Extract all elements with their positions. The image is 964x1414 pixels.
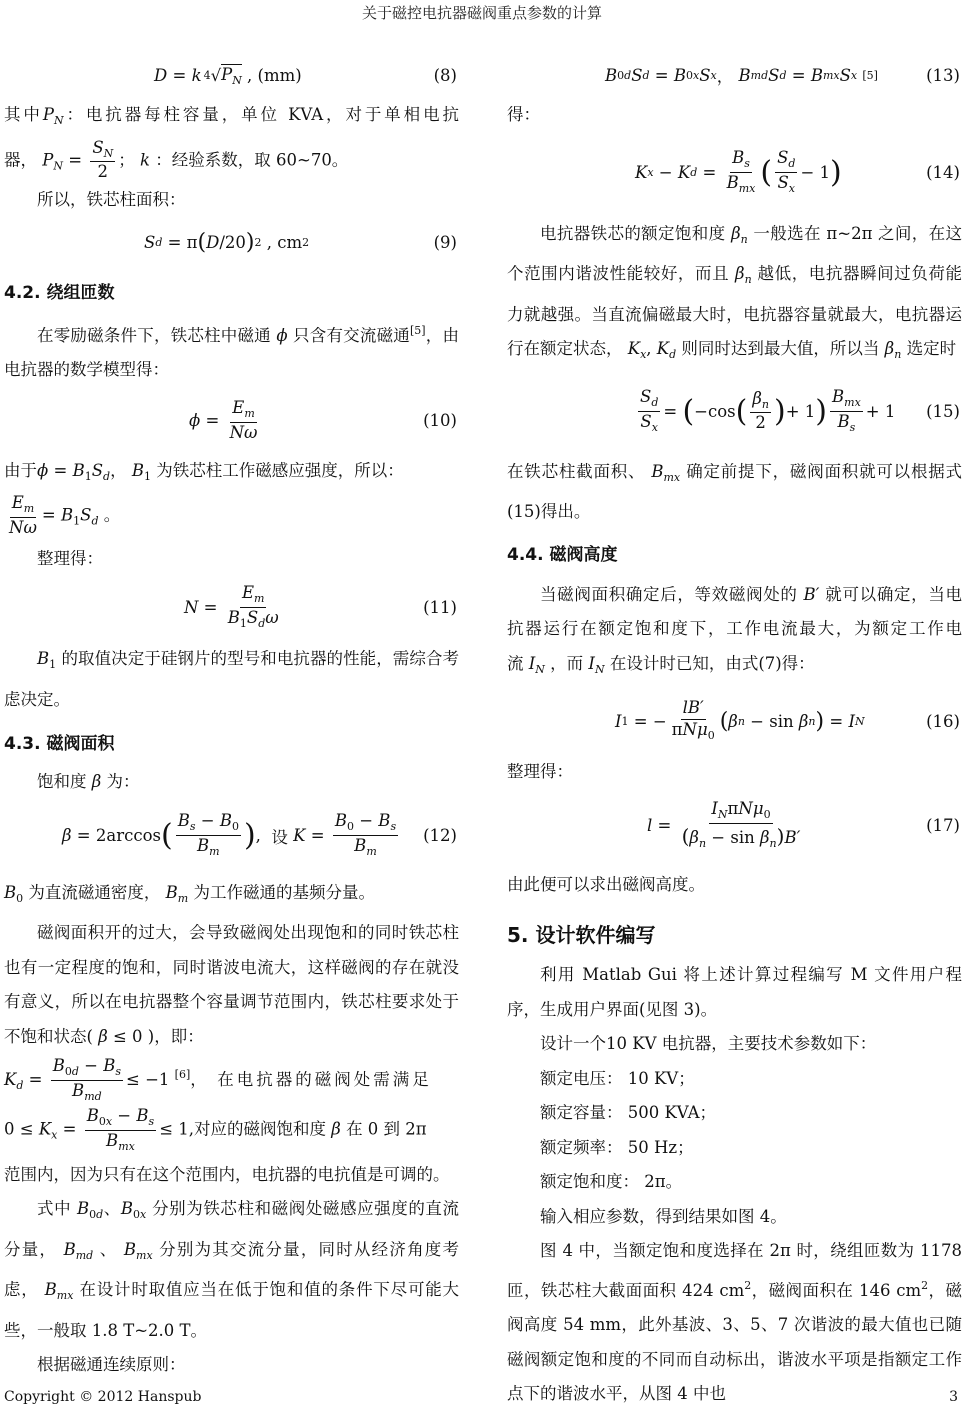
equation-15: $\frac{S_d}{S_x}$ = ( −cos ( $\frac{\beta_n}{2}$ ) + 1 ) $\frac{B_{mx}}{B_s}$ + 1 (15) — [640, 387, 960, 434]
paragraph-kd: $K_d$ = $\frac{B_{0d} - B_s}{B_{md}}$ ≤ −1 [6]， 在电抗器的磁阀处需满足 — [4, 1056, 432, 1104]
left-column — [4, 52, 459, 1383]
paragraph-after-15: 在铁芯柱截面积、 $B_{mx}$ 确定前提下，磁阀面积就可以根据式(15)得出。 — [507, 461, 963, 521]
spec-rated-frequency: 额定频率： 50 Hz； — [540, 1137, 694, 1157]
copyright-footer: Copyright © 2012 Hanspub — [4, 1389, 202, 1405]
paragraph-arrange: 整理得： — [37, 548, 103, 568]
paragraph-result: 输入相应参数，得到结果如图 4。 — [540, 1206, 787, 1226]
paragraph-where: 式中 $B_{0d}$、$B_{0x}$ 分别为铁芯柱和磁阀处磁感应强度的直流分量， $B_{md}$ 、 $B_{mx}$ 分别为其交流分量，同时从经济角度考虑， $B_{mx}$ 在设计时取值应当在低于饱和值的条件下尽可能大些，一般取 1.8 T~2.0 T。 — [4, 1199, 460, 1340]
paragraph-b1: $B_1$ 的取值决定于硅钢片的型号和电抗器的性能，需综合考虑决定。 — [4, 649, 459, 709]
equation-17: l = $\frac{I_N\pi N\mu_0}{(\beta_n - \sin \beta_n)B'}$ (17) — [647, 799, 960, 850]
paragraph-rated-saturation: 电抗器铁芯的额定饱和度 $\beta_n$ 一般选在 π~2π 之间，在这个范围内谐波性能较好，而且 $\beta_n$ 越低，电抗器瞬间过负荷能力就越强。当直流偏磁最大时，电抗器容量就最大，电抗器运行在额定状态， $K_x$, $K_d$ 则同时达到最大值，所以当 $\beta_n$ 选定时 — [507, 223, 963, 361]
right-column — [507, 52, 962, 1412]
paragraph-pn: 其中$P_N$：电抗器每柱容量，单位 KVA，对于单相电抗器， $P_N$ = $\frac{S_N}{2}$ ； k ：经验系数，取 60~70。 — [4, 105, 459, 182]
paragraph-range: 范围内，因为只有在这个范围内，电抗器的电抗值是可调的。 — [4, 1164, 450, 1184]
equation-13: B 0d S d = B 0x S x ， B md S d = B mx S x [5] (13) — [605, 65, 960, 86]
paragraph-valve-height: 当磁阀面积确定后，等效磁阀处的 B′ 就可以确定，当电抗器运行在额定饱和度下，工作电流最大，为额定工作电流 $I_N$ ，而 $I_N$ 在设计时已知，由式(7)得： — [507, 584, 962, 676]
paragraph-saturation: 饱和度 β 为： — [37, 772, 140, 792]
paragraph-software-1: 利用 Matlab Gui 将上述计算过程编写 M 文件用户程序，生成用户界面(见图 3)。 — [507, 965, 962, 1019]
paragraph-kx: $0 \le K_x$ = $\frac{B_{0x} - B_s}{B_{mx}}$ ≤ 1,对应的磁阀饱和度 β 在 0 到 2π — [4, 1106, 427, 1153]
paragraph-since: 由于$\phi = B_1S_d$， $B_1$ 为铁芯柱工作磁感应强度，所以： — [4, 460, 404, 483]
paragraph-flux: 在零励磁条件下，铁芯柱中磁通 ϕ 只含有交流磁通[5]，由电抗器的数学模型得： — [4, 323, 460, 380]
section-heading-4-2: 4.2. 绕组匝数 — [4, 282, 115, 303]
section-heading-4-3: 4.3. 磁阀面积 — [4, 734, 115, 755]
equation-12: β = 2arccos ( $\frac{B_s - B_0}{B_m}$ ) , 设 K = $\frac{B_0 - B_s}{B_m}$ (12) — [62, 811, 457, 859]
paragraph-figure-4: 图 4 中，当额定饱和度选择在 2π 时，绕组匝数为 1178 匝，铁芯柱大截面面积 424 $cm^2$，磁阀面积在 146 $cm^2$，磁阀高度 54 mm，此外基波、3、5、7 次谐波的最大值也已随磁阀额定饱和度的不同而自动标出，谐波水平项是指额定工作点下的谐波水平，从图 4 中也 — [507, 1241, 963, 1403]
paragraph-continuity: 根据磁通连续原则： — [37, 1355, 186, 1375]
equation-10: ϕ = $\frac{E_m}{N\omega}$ (10) — [189, 397, 457, 442]
spec-rated-capacity: 额定容量： 500 KVA； — [540, 1103, 717, 1122]
equation-11: N = $\frac{E_m}{B_1S_d\omega}$ (11) — [184, 582, 457, 630]
paragraph-software-2: 设计一个10 KV 电抗器，主要技术参数如下： — [540, 1034, 877, 1053]
equation-8: D = k 4 √ $P_N$ , (mm) (8) — [154, 64, 457, 87]
paragraph-arrange-2: 整理得： — [507, 762, 573, 781]
paragraph-valve-area: 磁阀面积开的过大，会导致磁阀处出现饱和的同时铁芯柱也有一定程度的饱和，同时谐波电流大，这样磁阀的存在就没有意义，所以在电抗器整个容量调节范围内，铁芯柱要求处于不饱和状态( β ≤ 0 )，即： — [4, 923, 459, 1046]
equation-16: I 1 = − $\frac{lB'}{\pi N\mu_0}$ ( β n − sin β n ) = I N (16) — [615, 698, 960, 743]
page-number: 3 — [949, 1389, 958, 1405]
spec-rated-saturation: 额定饱和度： 2π。 — [540, 1172, 683, 1191]
paragraph-b0: $B_0$ 为直流磁通密度， $B_m$ 为工作磁通的基频分量。 — [4, 882, 375, 905]
paragraph-height-result: 由此便可以求出磁阀高度。 — [507, 874, 705, 894]
section-heading-4-4: 4.4. 磁阀高度 — [507, 544, 618, 565]
equation-14: K x − K d = $\frac{B_s}{B_{mx}}$ ( $\frac{S_d}{S_x}$ − 1 ) (14) — [635, 148, 960, 195]
paragraph-get: 得： — [507, 105, 540, 124]
running-header: 关于磁控电抗器磁阀重点参数的计算 — [361, 4, 602, 22]
equation-9: S d = π ( D /20 ) 2 , cm 2 (9) — [144, 230, 457, 256]
paragraph-so: 所以，铁芯柱面积： — [37, 190, 186, 210]
section-heading-5: 5. 设计软件编写 — [507, 923, 656, 947]
spec-rated-voltage: 额定电压： 10 KV； — [540, 1068, 695, 1088]
paragraph-em-relation: $\frac{E_m}{N\omega}$ = $B_1S_d$ 。 — [9, 493, 121, 537]
